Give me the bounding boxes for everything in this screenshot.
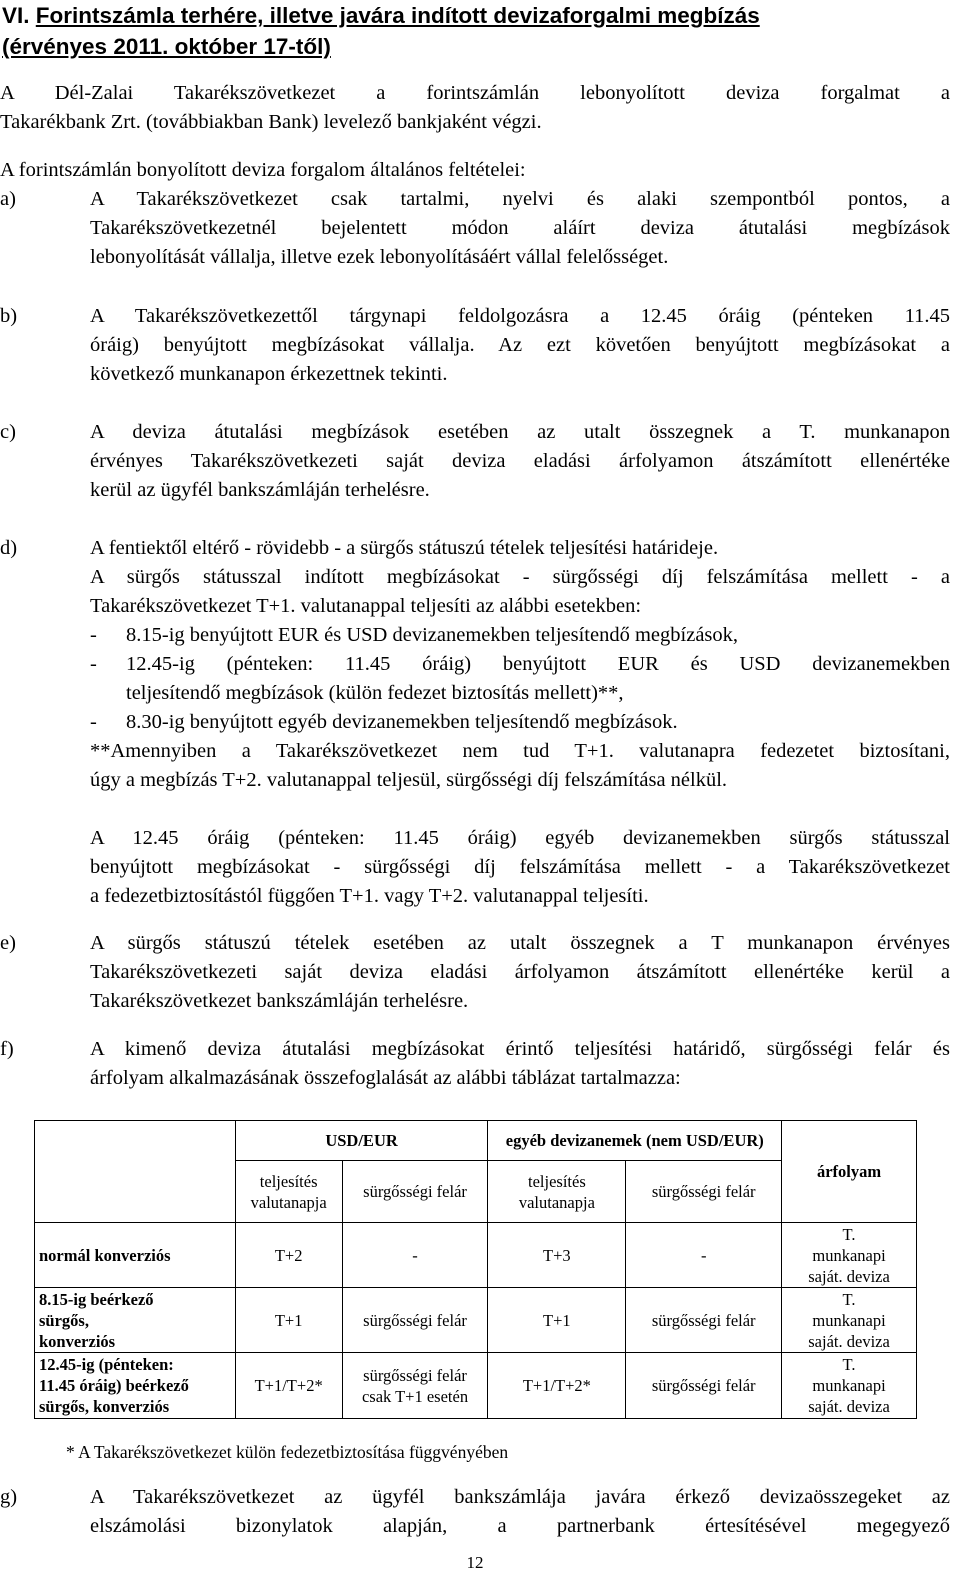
rate-text: T. — [842, 1289, 856, 1309]
item-text: árfolyam alkalmazásának összefoglalását az alábbi táblázat tartalmazza: — [90, 1067, 681, 1089]
cell-usd-value: T+1 — [235, 1288, 342, 1353]
table-row — [35, 1353, 917, 1419]
row-label-text: 11.45 óráig) beérkező — [39, 1376, 189, 1395]
item-text: érvényes Takarékszövetkezeti saját deviza eladási árfolyamon átszámított ellenértéke — [90, 450, 950, 472]
item-text: A sürgős státuszú tételek esetében az utalt összegnek a T munkanapon érvényes — [90, 932, 950, 954]
item-text: A sürgős státusszal indított megbízásokat - sürgősségi díj felszámítása mellett - a — [90, 566, 950, 588]
summary-table — [34, 1120, 917, 1419]
cell-usd-fee: - — [342, 1223, 488, 1288]
row-label — [35, 1288, 236, 1353]
item-label: e) — [0, 932, 16, 954]
item-text: A kimenő deviza átutalási megbízásokat érintő teljesítési határidő, sürgősségi felár és — [90, 1038, 950, 1060]
subheader-text: valutanapja — [518, 1192, 595, 1212]
row-label-text: 8.15-ig beérkező — [39, 1289, 154, 1309]
header-usd-eur: USD/EUR — [235, 1121, 488, 1161]
row-label-text: sürgős, — [39, 1310, 89, 1330]
cell-rate — [782, 1223, 917, 1288]
bullet-text: teljesítendő megbízások (külön fedezet biztosítás mellett)**, — [126, 682, 624, 704]
item-text: Takarékszövetkezetnél bejelentett módon aláírt deviza átutalási megbízások — [90, 217, 950, 239]
table-footnote: * A Takarékszövetkezet külön fedezetbiztosítása függvényében — [66, 1442, 509, 1462]
page-number: 12 — [466, 1553, 484, 1572]
cell-other-fee: sürgősségi felár — [626, 1288, 782, 1353]
intro-line-1: A Dél-Zalai Takarékszövetkezet a forintszámlán lebonyolított deviza forgalmat a — [0, 82, 950, 104]
item-text: A Takarékszövetkezet csak tartalmi, nyelvi és alaki szempontból pontos, a — [90, 188, 950, 210]
item-label: f) — [0, 1038, 14, 1060]
rate-text: munkanapi — [812, 1310, 886, 1330]
item-text: a fedezetbiztosítástól függően T+1. vagy T+2. valutanappal teljesíti. — [90, 885, 649, 907]
item-label: g) — [0, 1486, 18, 1508]
table-header-row — [35, 1121, 917, 1161]
item-text: A fentiektől eltérő - rövidebb - a sürgős státuszú tételek teljesítési határideje. — [90, 537, 719, 559]
item-label: d) — [0, 537, 18, 559]
rate-text: saját. deviza — [808, 1331, 890, 1351]
row-label-text: sürgős, konverziós — [39, 1397, 170, 1416]
cell-other-value: T+1 — [488, 1288, 626, 1353]
conditions-title: A forintszámlán bonyolított deviza forgalom általános feltételei: — [0, 159, 526, 181]
cell-usd-fee — [342, 1353, 488, 1419]
subheader-value-date — [235, 1161, 342, 1223]
bullet-text: 8.30-ig benyújtott egyéb devizanemekben teljesítendő megbízások. — [126, 711, 678, 733]
item-text: lebonyolítását vállalja, illetve ezek lebonyolításáért vállal felelősséget. — [90, 246, 669, 268]
bullet-text: 12.45-ig (pénteken: 11.45 óráig) benyújtott EUR és USD devizanemekben — [126, 653, 950, 675]
item-text: A Takarékszövetkezettől tárgynapi feldolgozásra a 12.45 óráig (pénteken 11.45 — [90, 305, 950, 327]
rate-text: munkanapi — [812, 1376, 886, 1395]
cell-other-fee: sürgősségi felár — [626, 1353, 782, 1419]
bullet-dash: - — [90, 711, 97, 733]
rate-text: saját. deviza — [808, 1397, 890, 1416]
row-label-text: 12.45-ig (pénteken: — [39, 1355, 174, 1374]
item-note: úgy a megbízás T+2. valutanappal teljesül, sürgősségi díj felszámítása nélkül. — [90, 769, 728, 791]
item-text: Takarékszövetkezet T+1. valutanappal teljesíti az alábbi esetekben: — [90, 595, 642, 617]
fee-text: csak T+1 esetén — [361, 1386, 469, 1406]
item-note: **Amennyiben a Takarékszövetkezet nem tud T+1. valutanapra fedezetet biztosítani, — [90, 740, 950, 762]
rate-text: munkanapi — [812, 1245, 886, 1265]
table-header-empty — [35, 1121, 236, 1223]
cell-other-value: T+3 — [488, 1223, 626, 1288]
row-label: normál konverziós — [35, 1223, 236, 1288]
item-text: Takarékszövetkezeti saját deviza eladási árfolyamon átszámított ellenértéke kerül a — [90, 961, 950, 983]
section-number: VI. — [2, 3, 30, 28]
cell-usd-value: T+2 — [235, 1223, 342, 1288]
item-text: óráig) benyújtott megbízásokat vállalja. Az ezt követően benyújtott megbízásokat a — [90, 334, 950, 356]
item-label: b) — [0, 305, 18, 327]
header-rate: árfolyam — [782, 1121, 917, 1223]
bullet-dash: - — [90, 653, 97, 675]
rate-text: T. — [842, 1224, 856, 1244]
intro-line-2: Takarékbank Zrt. (továbbiakban Bank) levelező bankjaként végzi. — [0, 111, 542, 133]
subheader-text: valutanapja — [250, 1192, 327, 1212]
header-other-currencies: egyéb devizanemek (nem USD/EUR) — [488, 1121, 782, 1161]
fee-text: sürgősségi felár — [363, 1365, 467, 1385]
item-text: kerül az ügyfél bankszámláján terhelésre. — [90, 479, 430, 501]
cell-other-fee: - — [626, 1223, 782, 1288]
cell-other-value: T+1/T+2* — [488, 1353, 626, 1419]
section-validity: (érvényes 2011. október 17-től) — [2, 34, 331, 59]
rate-text: T. — [842, 1355, 856, 1374]
rate-text: saját. deviza — [808, 1266, 890, 1286]
item-text: A deviza átutalási megbízások esetében az utalt összegnek a T. munkanapon — [90, 421, 950, 443]
item-text: Takarékszövetkezet bankszámláján terhelésre. — [90, 990, 469, 1012]
row-label — [35, 1353, 236, 1419]
subheader-fee: sürgősségi felár — [626, 1161, 782, 1223]
cell-rate — [782, 1288, 917, 1353]
item-text: benyújtott megbízásokat - sürgősségi díj felszámítása mellett - a Takarékszövetkezet — [90, 856, 950, 878]
item-label: a) — [0, 188, 16, 210]
table-row — [35, 1223, 917, 1288]
cell-rate — [782, 1353, 917, 1419]
section-title: Forintszámla terhére, illetve javára indított devizaforgalmi megbízás — [35, 3, 760, 28]
subheader-fee: sürgősségi felár — [342, 1161, 488, 1223]
row-label-text: konverziós — [39, 1331, 116, 1351]
subheader-text: teljesítés — [259, 1171, 318, 1191]
item-text: elszámolási bizonylatok alapján, a partnerbank értesítésével megegyező — [90, 1515, 950, 1537]
subheader-value-date — [488, 1161, 626, 1223]
table-row — [35, 1288, 917, 1353]
item-text: következő munkanapon érkezettnek tekinti. — [90, 363, 448, 385]
item-text: A Takarékszövetkezet az ügyfél bankszámlája javára érkező devizaösszegeket az — [90, 1486, 950, 1508]
cell-usd-value: T+1/T+2* — [235, 1353, 342, 1419]
bullet-dash: - — [90, 624, 97, 646]
subheader-text: teljesítés — [528, 1171, 586, 1191]
item-label: c) — [0, 421, 16, 443]
item-text: A 12.45 óráig (pénteken: 11.45 óráig) egyéb devizanemekben sürgős státusszal — [90, 827, 950, 849]
section-heading — [2, 0, 760, 62]
bullet-text: 8.15-ig benyújtott EUR és USD devizanemekben teljesítendő megbízások, — [126, 624, 739, 646]
cell-usd-fee: sürgősségi felár — [342, 1288, 488, 1353]
